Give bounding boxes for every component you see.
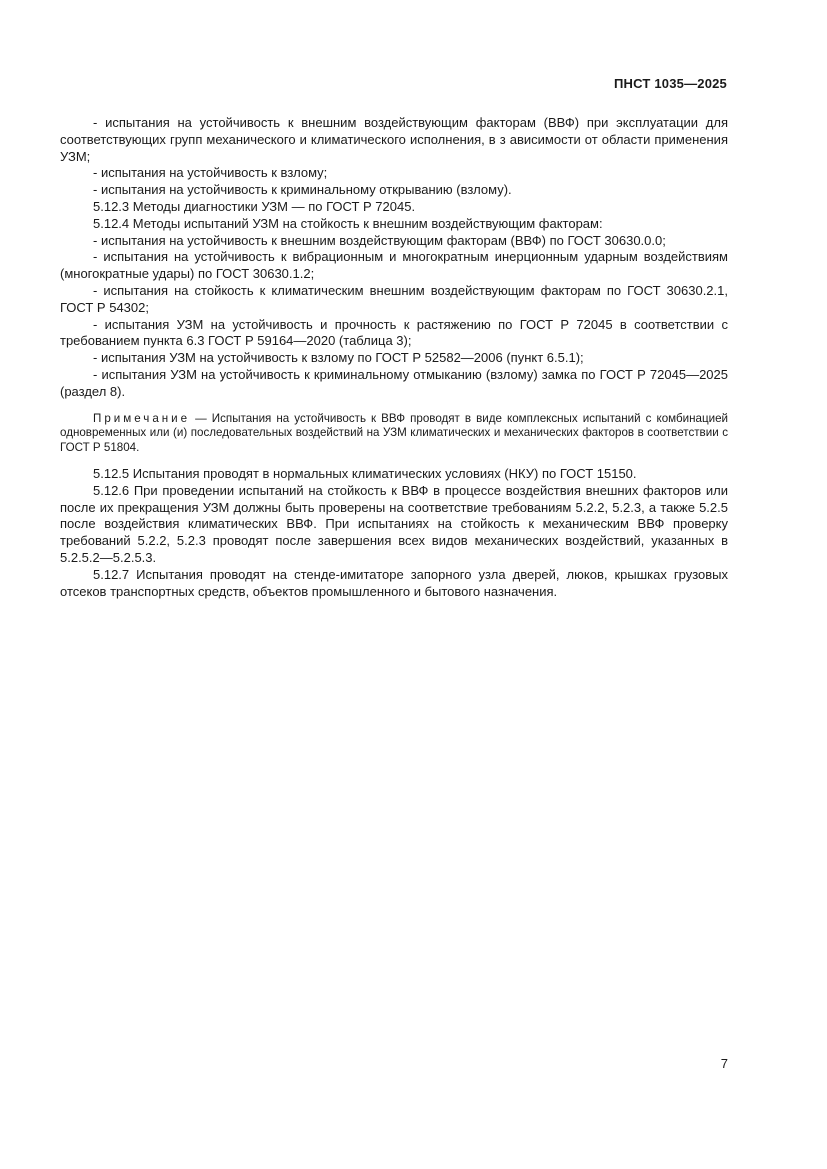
paragraph: 5.12.4 Методы испытаний УЗМ на стойкость к внешним воздействующим факторам: (93, 215, 603, 231)
paragraph: 5.12.5 Испытания проводят в нормальных климатических условиях (НКУ) по ГОСТ 15150. (93, 465, 637, 481)
note-text: — Испытания на устойчивость к ВВФ проводят в виде комплексных испытаний с комбинацией одновременных или (и) последовательных воздействий на УЗМ климатических и механических факторов в соответствии с ГОСТ Р 51804. (60, 411, 728, 455)
document-body (60, 115, 728, 600)
note-label: Примечание (93, 411, 191, 425)
paragraph: - испытания на стойкость к климатическим внешним воздействующим факторам по ГОСТ 30630.2.1, ГОСТ Р 54302; (60, 282, 728, 315)
paragraph: 5.12.6 При проведении испытаний на стойкость к ВВФ в процессе воздействия внешних факторов или после их прекращения УЗМ должны быть проверены на соответствие требованиям 5.2.2, 5.2.3, а также 5.2.5 после воздействия климатических ВВФ. При испытаниях на стойкость к механическим ВВФ проверку требований 5.2.2, 5.2.3 проводят после завершения всех видов механических воздействий, указанных в 5.2.5.2—5.2.5.3. (60, 482, 728, 565)
paragraph: - испытания УЗМ на устойчивость к взлому по ГОСТ Р 52582—2006 (пункт 6.5.1); (93, 350, 584, 366)
paragraph: - испытания на устойчивость к криминальному открыванию (взлому). (93, 182, 512, 198)
paragraph: - испытания на устойчивость к взлому; (93, 165, 328, 181)
paragraph: - испытания УЗМ на устойчивость и прочность к растяжению по ГОСТ Р 72045 в соответствии с требованием пункта 6.3 ГОСТ Р 59164—2020 (таблица 3); (60, 316, 728, 349)
page-number: 7 (720, 1056, 728, 1071)
paragraph: - испытания УЗМ на устойчивость к криминальному отмыканию (взлому) замка по ГОСТ Р 72045—2025 (раздел 8). (60, 366, 728, 399)
document-code-header: ПНСТ 1035—2025 (614, 76, 727, 91)
paragraph: - испытания на устойчивость к вибрационным и многократным инерционным ударным воздействиям (многократные удары) по ГОСТ 30630.1.2; (60, 249, 728, 282)
note (60, 412, 728, 456)
paragraph: - испытания на устойчивость к внешним воздействующим факторам (ВВФ) по ГОСТ 30630.0.0; (93, 232, 666, 248)
paragraph: 5.12.7 Испытания проводят на стенде-имитаторе запорного узла дверей, люков, крышках грузовых отсеков транспортных средств, объектов промышленного и бытового назначения. (60, 566, 728, 599)
paragraph: 5.12.3 Методы диагностики УЗМ — по ГОСТ Р 72045. (93, 198, 416, 214)
paragraph: - испытания на устойчивость к внешним воздействующим факторам (ВВФ) при эксплуатации для соответствующих групп механического и климатического исполнения, в з ависимости от области применения УЗМ; (60, 115, 728, 164)
